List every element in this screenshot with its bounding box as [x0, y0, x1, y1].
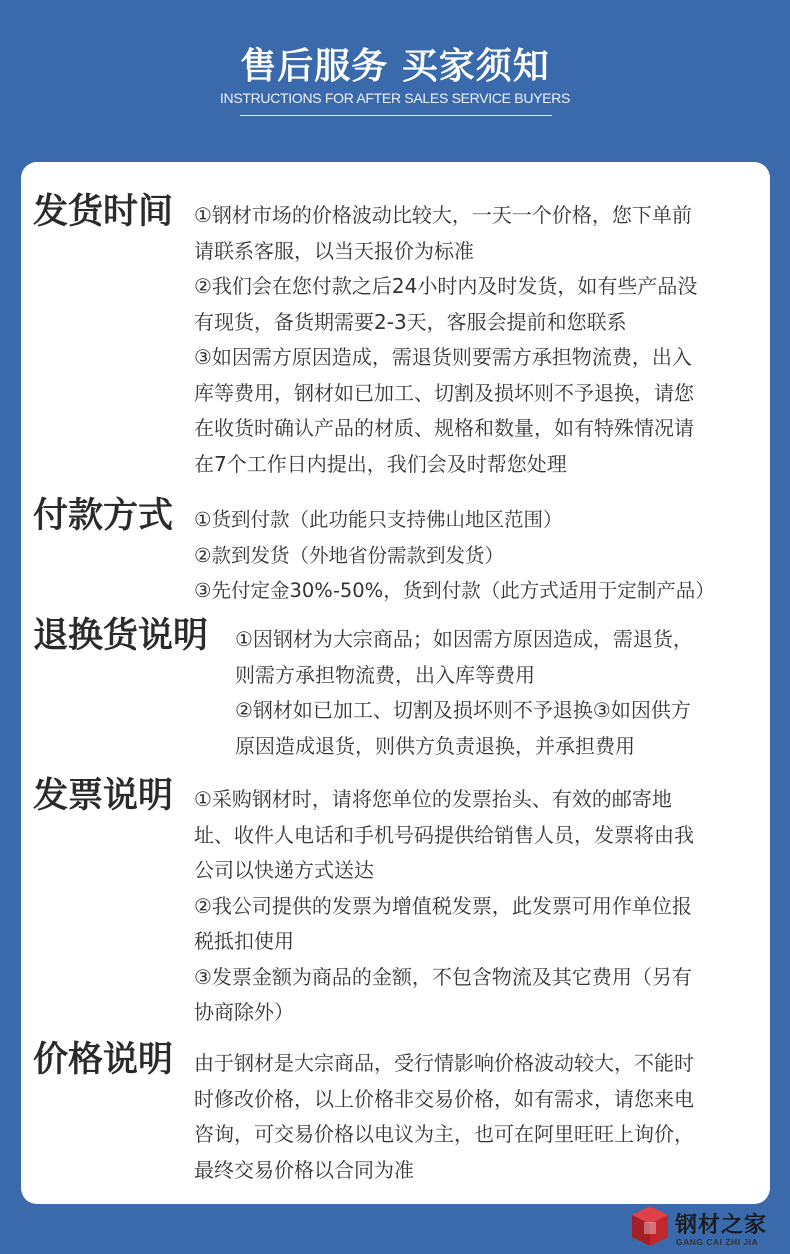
- brand-logo: [630, 1204, 790, 1254]
- text-line: 则需方承担物流费，出入库等费用: [235, 662, 535, 687]
- text-line: 址、收件人电话和手机号码提供给销售人员，发票将由我: [194, 822, 694, 847]
- text-line: ③发票金额为商品的金额，不包含物流及其它费用（另有: [194, 964, 692, 989]
- text-line: ①采购钢材时，请将您单位的发票抬头、有效的邮寄地: [194, 787, 672, 811]
- section-heading: 发货时间: [33, 192, 174, 232]
- text-line: ①钢材市场的价格波动比较大，一天一个价格，您下单前: [194, 203, 692, 227]
- section-body: [235, 622, 693, 764]
- section-heading: 付款方式: [33, 496, 174, 536]
- text-line: 税抵扣使用: [194, 929, 294, 953]
- section-body: [194, 502, 715, 609]
- notice-card: [21, 162, 770, 1204]
- text-line: 最终交易价格以合同为准: [194, 1157, 414, 1182]
- logo-name: 钢材之家: [675, 1213, 768, 1238]
- text-line: ②我公司提供的发票为增值税发票，此发票可用作单位报: [194, 893, 692, 918]
- text-line: ③如因需方原因造成，需退货则要需方承担物流费，出入: [194, 345, 692, 369]
- section-body: [194, 1046, 694, 1188]
- section-body: [194, 782, 694, 1031]
- text-line: ②钢材如已加工、切割及损坏则不予退换③如因供方: [235, 698, 691, 722]
- text-line: 在7个工作日内提出，我们会及时帮您处理: [194, 451, 567, 476]
- page-title: 售后服务 买家须知: [240, 46, 550, 87]
- text-line: 公司以快递方式送达: [194, 858, 374, 882]
- text-line: ①货到付款（此功能只支持佛山地区范围）: [194, 508, 563, 531]
- text-line: 请联系客服，以当天报价为标准: [194, 238, 474, 263]
- text-line: 有现货，备货期需要2-3天，客服会提前和您联系: [194, 309, 627, 334]
- page-header: [0, 0, 790, 150]
- logo-pinyin: GANG CAI ZHI JIA: [676, 1237, 759, 1247]
- section-body: [194, 198, 697, 482]
- section-heading: 价格说明: [33, 1040, 174, 1080]
- text-line: 原因造成退货，则供方负责退换，并承担费用: [235, 733, 635, 758]
- text-line: 时修改价格，以上价格非交易价格，如有需求，请您来电: [194, 1086, 694, 1111]
- page-subtitle: INSTRUCTIONS FOR AFTER SALES SERVICE BUYERS: [219, 90, 571, 106]
- section-heading: 发票说明: [33, 776, 174, 816]
- section-heading: 退换货说明: [33, 616, 209, 656]
- text-line: 在收货时确认产品的材质、规格和数量，如有特殊情况请: [194, 416, 694, 440]
- cube-icon: [630, 1204, 670, 1248]
- text-line: ①因钢材为大宗商品；如因需方原因造成，需退货，: [235, 627, 693, 651]
- text-line: ③先付定金30%-50%，货到付款（此方式适用于定制产品）: [194, 579, 715, 602]
- text-line: ②款到发货（外地省份需款到发货）: [194, 543, 504, 567]
- text-line: ②我们会在您付款之后24小时内及时发货，如有些产品没: [194, 274, 698, 298]
- text-line: 协商除外）: [194, 1000, 294, 1024]
- title-underline: [240, 115, 552, 116]
- text-line: 咨询，可交易价格以电议为主，也可在阿里旺旺上询价，: [194, 1122, 694, 1146]
- text-line: 库等费用，钢材如已加工、切割及损坏则不予退换，请您: [194, 380, 694, 405]
- text-line: 由于钢材是大宗商品，受行情影响价格波动较大，不能时: [194, 1051, 694, 1075]
